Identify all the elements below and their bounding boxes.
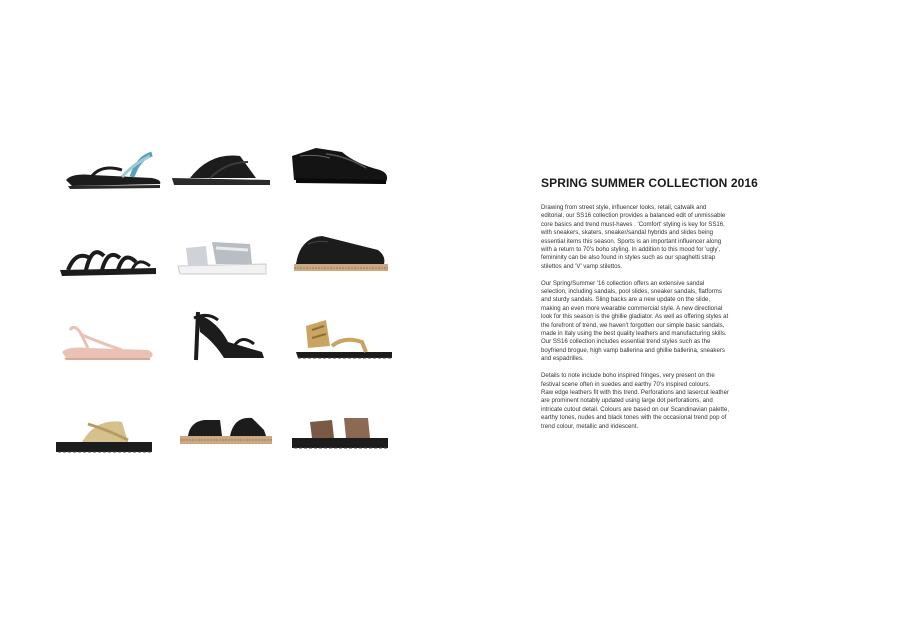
shoe-espadrille-sandal-black [174,396,284,456]
shoe-grid [52,130,397,460]
shoe-thong-sandal-nude [58,312,168,372]
shoe-patent-oxford [286,134,396,194]
shoe-espadrille-black [288,224,398,284]
collection-title: SPRING SUMMER COLLECTION 2016 [541,176,758,190]
shoe-strappy-heel-black [178,302,288,362]
shoe-gladiator-sandal-gold [292,306,402,366]
shoe-cross-slide-gold [52,402,162,462]
shoe-thong-sandal-beaded [62,140,172,200]
collection-description [541,176,767,439]
shoe-double-strap-slide-bronze [288,398,398,458]
shoe-metallic-slide-silver [176,226,286,286]
shoe-strappy-sandal-black [56,228,166,288]
paragraph-details: Details to note include boho inspired fringes, very present on the festival scene often in suedes and earthy 70's inspired colours. Raw edge leathers fit with this trend. Perforations and lasercut leather are prominent notably updated using large dot perforations, and intricate cutout detail. Colours are based on our Scandinavian palette, earthy tones, nudes and black tones with the occasional trend pop of trend colour, metallic and iridescent. [541,372,730,430]
shoe-cross-slide-black [170,138,280,198]
paragraph-intro: Drawing from street style, influencer looks, retail, catwalk and editorial, our SS16 collection provides a balanced edit of unmissable core basics and trend must-haves . 'Comfort' styling is key for SS16, with sneakers, skaters, sneaker/sandal hybrids and slides being essential items this season. Sports is an important influencer along with a return to 70's boho styling. In addition to this mood for 'ugly', femininity can be also found in styles such as our spaghetti strap stilettos and 'V' vamp stilettos. [541,204,726,270]
paragraph-sandal-selection: Our Spring/Summer '16 collection offers an extensive sandal selection, including sandals, pool slides, sneaker sandals, flatforms and sturdy sandals. Sling backs are a new update on the slide, making an even more wearable commercial style. A new directional look for this season is the ghillie gladiator. As well as offering styles at the forefront of trend, we haven't forgotten our simple basic sandals, made in Italy using the best quality leathers and manufacturing skills. Our SS16 collection includes essential trend styles such as the boyfriend brogue, high vamp ballerina and ghillie ballerina, sneakers and espadrilles. [541,279,729,363]
